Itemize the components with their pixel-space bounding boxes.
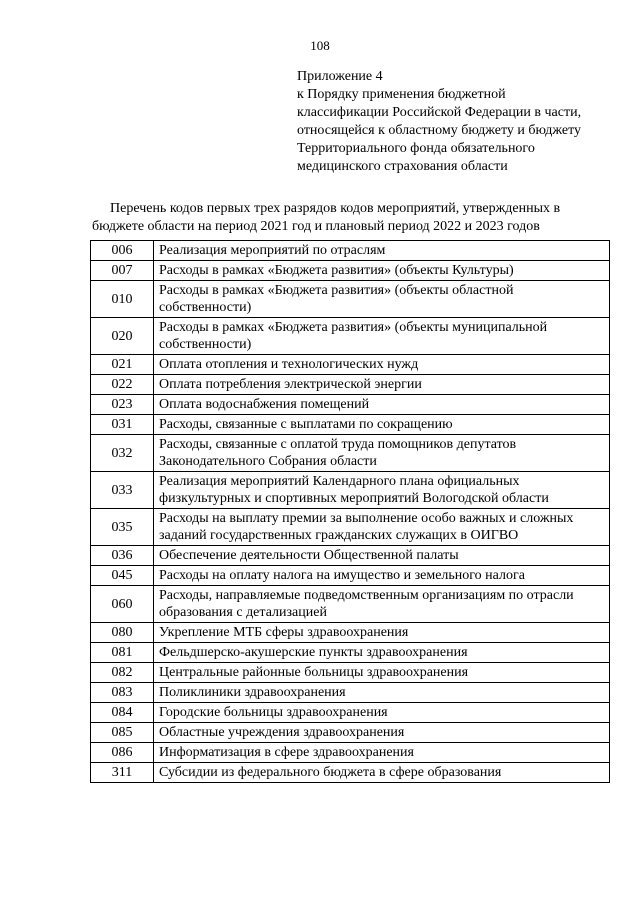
table-row bbox=[91, 355, 610, 375]
code-cell: 036 bbox=[91, 546, 154, 566]
table-row bbox=[91, 509, 610, 546]
code-cell: 084 bbox=[91, 703, 154, 723]
page-number: 108 bbox=[310, 38, 330, 53]
code-cell: 021 bbox=[91, 355, 154, 375]
code-cell: 023 bbox=[91, 395, 154, 415]
description-cell: Оплата отопления и технологических нужд bbox=[154, 355, 610, 375]
appendix-line: классификации Российской Федерации в части, bbox=[297, 105, 582, 120]
table-row bbox=[91, 566, 610, 586]
code-cell: 022 bbox=[91, 375, 154, 395]
description-cell: Обеспечение деятельности Общественной палаты bbox=[154, 546, 610, 566]
table-row bbox=[91, 435, 610, 472]
table-row bbox=[91, 241, 610, 261]
description-cell: Поликлиники здравоохранения bbox=[154, 683, 610, 703]
code-cell: 045 bbox=[91, 566, 154, 586]
table-row bbox=[91, 743, 610, 763]
appendix-header bbox=[297, 68, 617, 176]
code-cell: 311 bbox=[91, 763, 154, 783]
code-cell: 033 bbox=[91, 472, 154, 509]
appendix-line: медицинского страхования области bbox=[297, 159, 508, 174]
code-cell: 010 bbox=[91, 281, 154, 318]
code-cell: 006 bbox=[91, 241, 154, 261]
description-cell: Укрепление МТБ сферы здравоохранения bbox=[154, 623, 610, 643]
code-cell: 086 bbox=[91, 743, 154, 763]
table-row bbox=[91, 546, 610, 566]
description-cell: Расходы в рамках «Бюджета развития» (объекты областной собственности) bbox=[154, 281, 610, 318]
description-cell: Расходы, связанные с выплатами по сокращению bbox=[154, 415, 610, 435]
table-row bbox=[91, 472, 610, 509]
table-row bbox=[91, 375, 610, 395]
table-row bbox=[91, 723, 610, 743]
description-cell: Фельдшерско-акушерские пункты здравоохранения bbox=[154, 643, 610, 663]
code-cell: 007 bbox=[91, 261, 154, 281]
description-cell: Реализация мероприятий по отраслям bbox=[154, 241, 610, 261]
description-cell: Информатизация в сфере здравоохранения bbox=[154, 743, 610, 763]
appendix-line: Приложение 4 bbox=[297, 69, 383, 84]
codes-table bbox=[90, 240, 610, 783]
code-cell: 031 bbox=[91, 415, 154, 435]
description-cell: Расходы в рамках «Бюджета развития» (объекты муниципальной собственности) bbox=[154, 318, 610, 355]
table-row bbox=[91, 318, 610, 355]
description-cell: Субсидии из федерального бюджета в сфере образования bbox=[154, 763, 610, 783]
description-cell: Расходы в рамках «Бюджета развития» (объекты Культуры) bbox=[154, 261, 610, 281]
table-row bbox=[91, 763, 610, 783]
table-row bbox=[91, 395, 610, 415]
code-cell: 085 bbox=[91, 723, 154, 743]
code-cell: 081 bbox=[91, 643, 154, 663]
table-row bbox=[91, 663, 610, 683]
table-row bbox=[91, 623, 610, 643]
description-cell: Оплата водоснабжения помещений bbox=[154, 395, 610, 415]
appendix-line: относящейся к областному бюджету и бюджету bbox=[297, 123, 582, 138]
table-row bbox=[91, 643, 610, 663]
table-row bbox=[91, 281, 610, 318]
code-cell: 083 bbox=[91, 683, 154, 703]
table-row bbox=[91, 261, 610, 281]
code-cell: 020 bbox=[91, 318, 154, 355]
description-cell: Расходы, связанные с оплатой труда помощников депутатов Законодательного Собрания области bbox=[154, 435, 610, 472]
description-cell: Областные учреждения здравоохранения bbox=[154, 723, 610, 743]
table-row bbox=[91, 415, 610, 435]
table-row bbox=[91, 703, 610, 723]
description-cell: Оплата потребления электрической энергии bbox=[154, 375, 610, 395]
list-title: Перечень кодов первых трех разрядов кодов мероприятий, утвержденных в бюджете области на период 2021 год и плановый период 2022 и 2023 годов bbox=[92, 201, 561, 234]
code-cell: 060 bbox=[91, 586, 154, 623]
description-cell: Расходы на выплату премии за выполнение особо важных и сложных заданий государственных гражданских служащих в ОИГВО bbox=[154, 509, 610, 546]
appendix-line: Территориального фонда обязательного bbox=[297, 141, 535, 156]
description-cell: Расходы на оплату налога на имущество и земельного налога bbox=[154, 566, 610, 586]
code-cell: 032 bbox=[91, 435, 154, 472]
description-cell: Расходы, направляемые подведомственным организациям по отрасли образования с детализацией bbox=[154, 586, 610, 623]
appendix-line: к Порядку применения бюджетной bbox=[297, 87, 506, 102]
description-cell: Реализация мероприятий Календарного плана официальных физкультурных и спортивных мероприятий Вологодской области bbox=[154, 472, 610, 509]
code-cell: 080 bbox=[91, 623, 154, 643]
description-cell: Городские больницы здравоохранения bbox=[154, 703, 610, 723]
code-cell: 035 bbox=[91, 509, 154, 546]
description-cell: Центральные районные больницы здравоохранения bbox=[154, 663, 610, 683]
code-cell: 082 bbox=[91, 663, 154, 683]
table-row bbox=[91, 586, 610, 623]
table-row bbox=[91, 683, 610, 703]
